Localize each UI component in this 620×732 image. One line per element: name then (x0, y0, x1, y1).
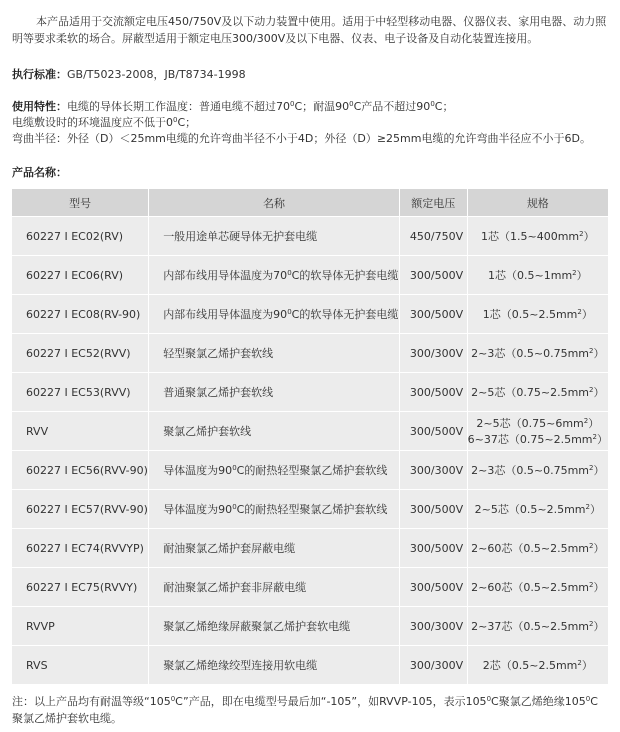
cell-model (12, 528, 149, 567)
cell-spec (468, 450, 608, 489)
spec-text: 1芯（1.5~400mm (481, 230, 580, 243)
cell-rated-voltage (400, 411, 468, 450)
cell-name (149, 294, 400, 333)
note-text: C聚氯乙烯绝缘105 (491, 695, 586, 708)
spec-text: ） (588, 417, 600, 430)
table-row (12, 606, 608, 645)
cell-name (149, 216, 400, 255)
model-text: 60227 I EC53(RVV) (26, 385, 131, 399)
cell-model (12, 294, 149, 333)
name-text: 耐油聚氯乙烯护套非屏蔽电缆 (163, 581, 307, 594)
rated-text: 300/300V (409, 346, 464, 360)
cell-rated-voltage (400, 333, 468, 372)
header-name: 名称 (149, 189, 400, 216)
name-text: C的耐热轻型聚氯乙烯护套软线 (236, 464, 388, 477)
cell-rated-voltage (400, 255, 468, 294)
standard-line (12, 67, 612, 83)
usage-text: C； (177, 116, 197, 129)
degree-sup: 0 (585, 695, 591, 703)
spec-text: 2~60芯（0.5~2.5mm (471, 542, 590, 555)
degree-sup: 0 (287, 308, 292, 316)
spec-text: 2~60芯（0.5~2.5mm (471, 581, 590, 594)
name-text: C的耐热轻型聚氯乙烯护套软线 (236, 503, 388, 516)
degree-sup: 0 (232, 464, 237, 472)
cell-spec (468, 372, 608, 411)
degree-sup: 0 (290, 100, 295, 108)
spec-line (468, 345, 608, 361)
square-sup: 2 (577, 659, 582, 667)
table-row (12, 333, 608, 372)
cell-spec (468, 294, 608, 333)
spec-text: ） (596, 433, 608, 446)
table-row (12, 294, 608, 333)
spec-text: ） (576, 269, 588, 282)
cell-name (149, 528, 400, 567)
table-row (12, 450, 608, 489)
table-row (12, 489, 608, 528)
spec-text: ） (581, 659, 593, 672)
degree-sup: 0 (287, 269, 292, 277)
rated-text: 300/500V (409, 268, 464, 282)
degree-sup: 0 (232, 503, 237, 511)
usage-text: 电缆敷设时的环境温度应不低于0 (12, 116, 173, 129)
standard-label: 执行标准： (12, 68, 67, 81)
spec-text: ） (593, 347, 605, 360)
spec-text: ） (593, 581, 605, 594)
note-text: C”产品，即在电缆型号最后加“-105”，如RVVP-105，表示105 (175, 695, 487, 708)
square-sup: 2 (577, 308, 582, 316)
square-sup: 2 (585, 503, 590, 511)
table-row (12, 372, 608, 411)
model-text: RVS (26, 658, 48, 672)
cell-model (12, 645, 149, 684)
table-row (12, 411, 608, 450)
name-text: C的软导体无护套电缆 (291, 269, 399, 282)
name-text: 聚氯乙烯绝缘绞型连接用软电缆 (163, 659, 318, 672)
usage-text: C；耐温90 (294, 100, 350, 113)
rated-text: 450/750V (409, 229, 464, 243)
cell-rated-voltage (400, 450, 468, 489)
rated-text: 300/300V (409, 658, 464, 672)
usage-line-1 (12, 99, 612, 115)
model-text: 60227 I EC56(RVV-90) (26, 463, 148, 477)
spec-text: 1芯（0.5~1mm (488, 269, 573, 282)
model-text: RVVP (26, 619, 55, 633)
cell-spec (468, 411, 608, 450)
spec-line (468, 657, 608, 673)
square-sup: 2 (589, 581, 594, 589)
usage-text: C产品不超过90 (353, 100, 431, 113)
cell-spec (468, 216, 608, 255)
name-text: 内部布线用导体温度为90 (163, 308, 288, 321)
cell-model (12, 411, 149, 450)
rated-text: 300/500V (409, 385, 464, 399)
usage-label: 使用特性： (12, 100, 67, 113)
name-text: 导体温度为90 (163, 503, 233, 516)
cell-name (149, 411, 400, 450)
spec-text: 2~5芯（0.5~2.5mm (474, 503, 586, 516)
degree-sup: 0 (486, 695, 492, 703)
table-row (12, 255, 608, 294)
cell-rated-voltage (400, 489, 468, 528)
spec-text: ） (593, 464, 605, 477)
spec-text: ） (593, 620, 605, 633)
spec-line (468, 415, 608, 431)
cell-rated-voltage (400, 606, 468, 645)
spec-line (468, 306, 608, 322)
spec-line (468, 540, 608, 556)
model-text: RVV (26, 424, 49, 438)
usage-text: C； (434, 100, 454, 113)
cell-rated-voltage (400, 216, 468, 255)
model-text: 60227 I EC08(RV-90) (26, 307, 141, 321)
spec-text: 1芯（0.5~2.5mm (482, 308, 578, 321)
name-text: 一般用途单芯硬导体无护套电缆 (163, 230, 318, 243)
square-sup: 2 (589, 464, 594, 472)
rated-text: 300/500V (409, 307, 464, 321)
product-table (12, 189, 608, 684)
spec-text: ） (589, 503, 601, 516)
square-sup: 2 (589, 347, 594, 355)
cell-spec (468, 606, 608, 645)
square-sup: 2 (583, 417, 589, 425)
name-text: 耐油聚氯乙烯护套屏蔽电缆 (163, 542, 296, 555)
square-sup: 2 (589, 620, 594, 628)
spec-text: 2~5芯（0.75~6mm (476, 417, 584, 430)
cell-model (12, 216, 149, 255)
spec-text: ） (593, 386, 605, 399)
cell-name (149, 645, 400, 684)
cell-rated-voltage (400, 372, 468, 411)
spec-line (468, 579, 608, 595)
cell-model (12, 372, 149, 411)
cell-model (12, 567, 149, 606)
header-spec: 规格 (468, 189, 608, 216)
name-text: 导体温度为90 (163, 464, 233, 477)
header-model: 型号 (12, 189, 149, 216)
spec-line (468, 431, 608, 447)
cell-model (12, 489, 149, 528)
spec-text: 6~37芯（0.75~2.5mm (467, 433, 593, 446)
cell-rated-voltage (400, 294, 468, 333)
spec-line (468, 618, 608, 634)
cell-name (149, 567, 400, 606)
footnote (12, 693, 608, 727)
cell-model (12, 255, 149, 294)
cell-spec (468, 528, 608, 567)
cell-name (149, 489, 400, 528)
degree-sup: 0 (349, 100, 354, 108)
rated-text: 300/500V (409, 541, 464, 555)
cell-spec (468, 255, 608, 294)
name-text: C的软导体无护套电缆 (291, 308, 399, 321)
degree-sup: 0 (170, 695, 176, 703)
products-title: 产品名称： (12, 166, 67, 179)
intro-paragraph: 本产品适用于交流额定电压450/750V及以下动力装置中使用。适用于中轻型移动电器、仪器仪表、家用电器、动力照明等要求柔软的场合。屏蔽型适用于额定电压300/300V及以下电器、仪表、电子设备及自动化装置连接用。 (12, 15, 607, 45)
spec-line (468, 462, 608, 478)
degree-sup: 0 (173, 116, 178, 124)
spec-text: 2芯（0.5~2.5mm (482, 659, 578, 672)
cell-model (12, 450, 149, 489)
rated-text: 300/300V (409, 619, 464, 633)
table-row (12, 645, 608, 684)
spec-line (468, 501, 608, 517)
name-text: 聚氯乙烯护套软线 (163, 425, 252, 438)
cell-name (149, 255, 400, 294)
model-text: 60227 I EC75(RVVY) (26, 580, 138, 594)
cell-spec (468, 645, 608, 684)
rated-text: 300/500V (409, 424, 464, 438)
model-text: 60227 I EC57(RVV-90) (26, 502, 148, 516)
spec-line (468, 267, 608, 283)
cell-name (149, 606, 400, 645)
cell-spec (468, 567, 608, 606)
table-header-row (12, 189, 608, 216)
square-sup: 2 (572, 269, 577, 277)
table-row (12, 216, 608, 255)
model-text: 60227 I EC02(RV) (26, 229, 124, 243)
cell-rated-voltage (400, 645, 468, 684)
model-text: 60227 I EC52(RVV) (26, 346, 131, 360)
rated-text: 300/300V (409, 463, 464, 477)
standard-value: GB/T5023-2008，JB/T8734-1998 (67, 68, 246, 81)
spec-line (468, 384, 608, 400)
square-sup: 2 (589, 386, 594, 394)
spec-text: 2~5芯（0.75~2.5mm (471, 386, 590, 399)
spec-text: 2~3芯（0.5~0.75mm (471, 347, 590, 360)
usage-line-2 (12, 115, 612, 131)
cell-name (149, 372, 400, 411)
square-sup: 2 (589, 542, 594, 550)
rated-text: 300/500V (409, 580, 464, 594)
spec-text: 2~37芯（0.5~2.5mm (471, 620, 590, 633)
table-row (12, 567, 608, 606)
cell-rated-voltage (400, 528, 468, 567)
header-rated-voltage: 额定电压 (400, 189, 468, 216)
square-sup: 2 (579, 230, 584, 238)
usage-text: 电缆的导体长期工作温度：普通电缆不超过70 (67, 100, 290, 113)
note-text: 注：以上产品均有耐温等级“105 (12, 695, 171, 708)
degree-sup: 0 (430, 100, 435, 108)
spec-text: ） (581, 308, 593, 321)
cell-name (149, 450, 400, 489)
square-sup: 2 (592, 433, 597, 441)
model-text: 60227 I EC06(RV) (26, 268, 124, 282)
table-row (12, 528, 608, 567)
note-text: C聚氯乙烯护套软电缆。 (12, 695, 598, 725)
rated-text: 300/500V (409, 502, 464, 516)
name-text: 内部布线用导体温度为70 (163, 269, 288, 282)
spec-line (468, 228, 608, 244)
spec-text: ） (583, 230, 595, 243)
usage-line-3: 弯曲半径：外径（D）＜25mm电缆的允许弯曲半径不小于4D；外径（D）≥25mm电缆的允许弯曲半径应不小于6D。 (12, 132, 591, 145)
spec-text: ） (593, 542, 605, 555)
spec-text: 2~3芯（0.5~0.75mm (471, 464, 590, 477)
name-text: 聚氯乙烯绝缘屏蔽聚氯乙烯护套软电缆 (163, 620, 351, 633)
cell-model (12, 606, 149, 645)
cell-spec (468, 489, 608, 528)
cell-model (12, 333, 149, 372)
cell-spec (468, 333, 608, 372)
cell-rated-voltage (400, 567, 468, 606)
name-text: 普通聚氯乙烯护套软线 (163, 386, 274, 399)
cell-name (149, 333, 400, 372)
model-text: 60227 I EC74(RVVYP) (26, 541, 144, 555)
name-text: 轻型聚氯乙烯护套软线 (163, 347, 274, 360)
